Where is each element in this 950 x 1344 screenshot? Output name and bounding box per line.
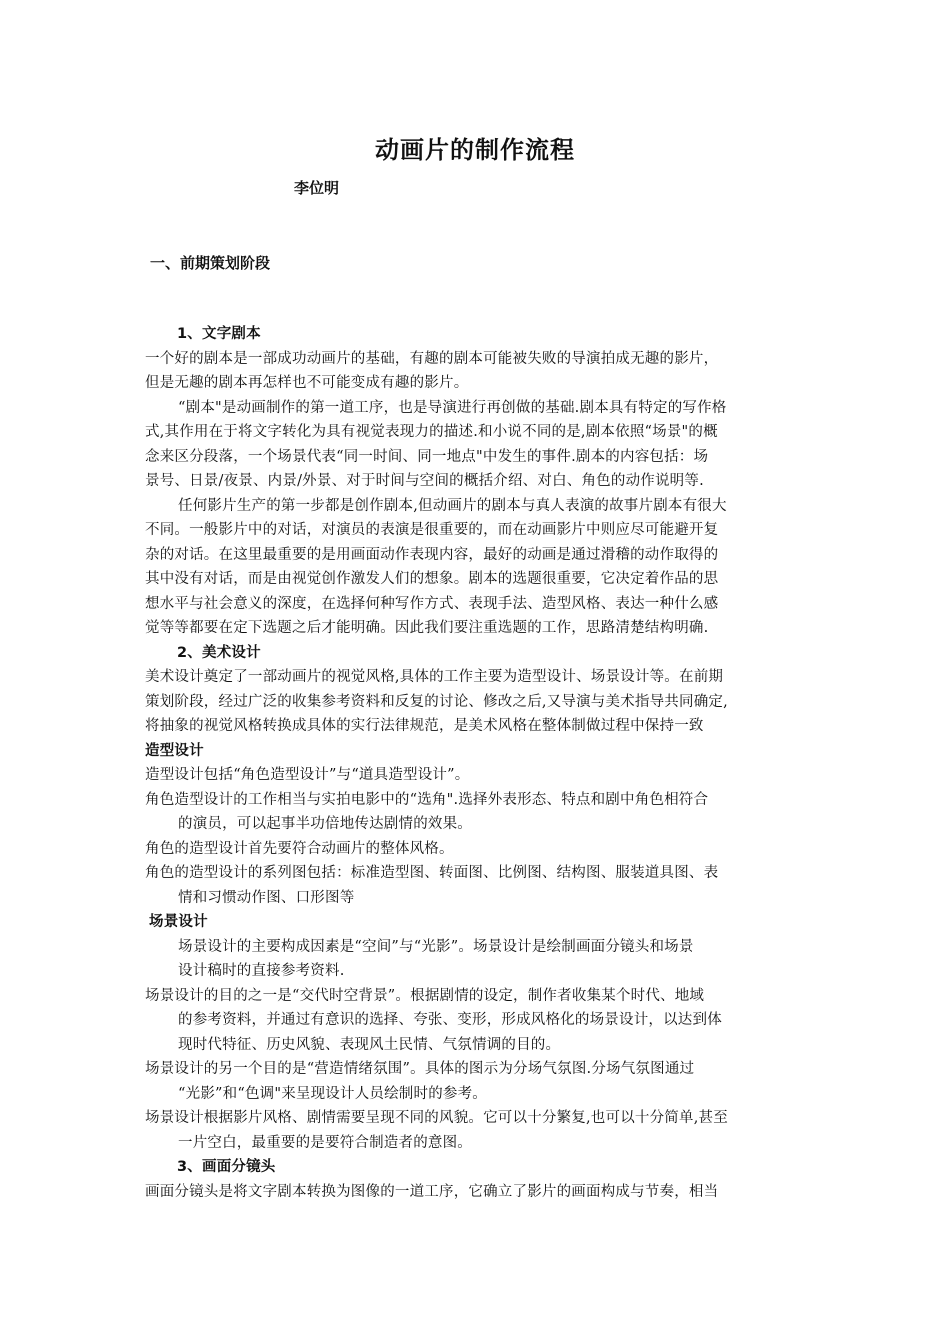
paragraph-line: “剧本"是动画制作的第一道工序，也是导演进行再创做的基础.剧本具有特定的写作格: [178, 399, 727, 416]
paragraph-line: 角色造型设计的工作相当与实拍电影中的“选角".选择外表形态、特点和剧中角色相符合: [145, 791, 709, 808]
paragraph-line: 想水平与社会意义的深度，在选择何种写作方式、表现手法、造型风格、表达一种什么感: [145, 595, 719, 612]
document-body: [145, 322, 813, 1204]
paragraph-line: 情和习惯动作图、口形图等: [178, 889, 355, 906]
paragraph-line: 任何影片生产的第一步都是创作剧本,但动画片的剧本与真人表演的故事片剧本有很大: [178, 497, 727, 514]
paragraph-line: 角色的造型设计的系列图包括：标准造型图、转面图、比例图、结构图、服装道具图、表: [145, 865, 719, 881]
paragraph-line: 场景设计的主要构成因素是“空间”与“光影”。场景设计是绘制画面分镜头和场景: [178, 938, 694, 955]
subsection-heading: 1、文字剧本: [177, 326, 261, 342]
paragraph-line: 景号、日景/夜景、内景/外景、对于时间与空间的概括介绍、对白、角色的动作说明等.: [145, 473, 704, 489]
paragraph-line: 不同。一般影片中的对话，对演员的表演是很重要的，而在动画影片中则应尽可能避开复: [145, 522, 719, 538]
paragraph-line: 其中没有对话，而是由视觉创作激发人们的想象。剧本的选题很重要，它决定着作品的思: [145, 571, 719, 587]
paragraph-line: 策划阶段，经过广泛的收集参考资料和反复的讨论、修改之后,又导演与美术指导共同确定,: [145, 693, 728, 710]
paragraph-line: 将抽象的视觉风格转换成具体的实行法律规范，是美术风格在整体制做过程中保持一致: [145, 718, 704, 734]
paragraph-line: 美术设计奠定了一部动画片的视觉风格,具体的工作主要为造型设计、场景设计等。在前期: [145, 669, 724, 685]
paragraph-line: 一个好的剧本是一部成功动画片的基础，有趣的剧本可能被失败的导演拍成无趣的影片，: [145, 350, 719, 367]
paragraph-line: 现时代特征、历史风貌、表现风土民情、气氛情调的目的。: [178, 1036, 561, 1053]
section-heading: 一、前期策划阶段: [150, 254, 271, 272]
paragraph-line: “光影”和“色调"来呈现设计人员绘制时的参考。: [178, 1085, 488, 1102]
document-title: 动画片的制作流程: [375, 136, 575, 164]
paragraph-line: 一片空白，最重要的是要符合制造者的意图。: [178, 1134, 472, 1151]
paragraph-line: 式,其作用在于将文字转化为具有视觉表现力的描述.和小说不同的是,剧本依照“场景"的概: [145, 424, 718, 440]
paragraph-line: 的参考资料，并通过有意识的选择、夸张、变形，形成风格化的场景设计，以达到体: [178, 1012, 722, 1028]
author-name: 李位明: [294, 179, 340, 197]
subsection-heading: 造型设计: [145, 742, 204, 759]
subsection-heading: 场景设计: [149, 914, 208, 930]
paragraph-line: 角色的造型设计首先要符合动画片的整体风格。: [145, 840, 454, 857]
paragraph-line: 场景设计的目的之一是“交代时空背景”。根据剧情的设定，制作者收集某个时代、地域: [145, 987, 705, 1004]
paragraph-line: 杂的对话。在这里最重要的是用画面动作表现内容，最好的动画是通过滑稽的动作取得的: [145, 546, 719, 563]
paragraph-line: 念来区分段落，一个场景代表“同一时间、同一地点"中发生的事件.剧本的内容包括：场: [145, 448, 709, 465]
paragraph-line: 场景设计根据影片风格、剧情需要呈现不同的风貌。它可以十分繁复,也可以十分简单,甚至: [145, 1110, 728, 1126]
paragraph-line: 造型设计包括“角色造型设计”与“道具造型设计”。: [145, 767, 470, 783]
paragraph-line: 场景设计的另一个目的是“营造情绪氛围”。具体的图示为分场气氛图.分场气氛图通过: [145, 1061, 695, 1077]
paragraph-line: 觉等等都要在定下选题之后才能明确。因此我们要注重选题的工作，思路清楚结构明确.: [145, 620, 709, 636]
paragraph-line: 设计稿时的直接参考资料.: [178, 963, 345, 979]
subsection-heading: 2、美术设计: [177, 644, 261, 661]
paragraph-line: 的演员，可以起事半功倍地传达剧情的效果。: [178, 816, 472, 832]
paragraph-line: 但是无趣的剧本再怎样也不可能变成有趣的影片。: [145, 375, 469, 391]
paragraph-line: 画面分镜头是将文字剧本转换为图像的一道工序，它确立了影片的画面构成与节奏，相当: [145, 1183, 719, 1200]
subsection-heading: 3、画面分镜头: [177, 1159, 276, 1175]
